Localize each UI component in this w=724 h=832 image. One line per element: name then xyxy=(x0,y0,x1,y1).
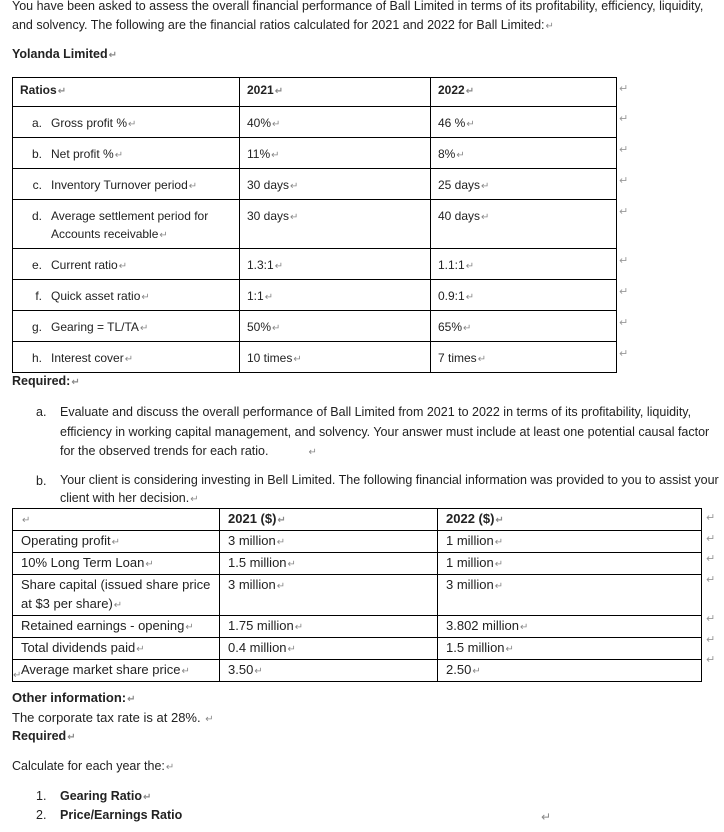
financial-table xyxy=(12,508,702,682)
ratio-label: a. xyxy=(31,116,42,130)
calc-item-text: Price/Earnings Ratio xyxy=(60,808,183,822)
paragraph-mark: ↵ xyxy=(494,559,504,570)
required-item-label: a. xyxy=(36,405,47,419)
tax-rate-text xyxy=(12,710,214,725)
paragraph-mark: ↵ xyxy=(136,644,145,655)
ratio-2021-cell xyxy=(240,107,431,138)
end-mark: ↵ xyxy=(541,810,552,824)
ratio-name: Average settlement period for Accounts receivable xyxy=(51,209,209,241)
financial-2022-value: 3 million xyxy=(446,577,494,592)
row-end-marker: ↵ xyxy=(706,654,716,666)
ratio-2022-cell xyxy=(431,249,617,280)
paragraph-mark: ↵ xyxy=(181,666,190,677)
header-2022 xyxy=(431,78,617,107)
paragraph-mark: ↵ xyxy=(254,666,263,677)
financial-2022-cell xyxy=(438,553,702,575)
header-text: 2022 ($) xyxy=(446,511,495,526)
financial-item: Operating profit xyxy=(21,533,111,548)
ratio-2022-cell xyxy=(431,138,617,169)
paragraph-mark: ↵ xyxy=(108,50,118,61)
ratio-2022-cell xyxy=(431,169,617,200)
ratio-name-cell xyxy=(13,249,240,280)
row-end-marker: ↵ xyxy=(619,206,629,218)
ratio-2022-value: 0.9:1 xyxy=(438,289,465,303)
ratio-2021-value: 50% xyxy=(247,320,272,334)
ratio-name: Gearing = TL/TA xyxy=(51,320,139,334)
financial-header-row xyxy=(13,509,702,531)
ratio-2022-value: 65% xyxy=(438,320,463,334)
paragraph-mark: ↵ xyxy=(465,86,475,97)
paragraph-mark: ↵ xyxy=(472,666,481,677)
calc-item-label: 2. xyxy=(36,808,47,822)
row-end-marker: ↵ xyxy=(619,255,629,267)
ratio-name: Current ratio xyxy=(51,258,118,272)
row-end-marker: ↵ xyxy=(706,512,716,524)
financial-item: Total dividends paid xyxy=(21,640,136,655)
ratio-name-cell xyxy=(13,342,240,373)
table-row xyxy=(13,638,702,660)
paragraph-mark: ↵ xyxy=(71,377,80,388)
financial-item-cell xyxy=(13,531,220,553)
paragraph-mark: ↵ xyxy=(308,447,317,458)
row-end-marker: ↵ xyxy=(706,533,716,545)
calc-item xyxy=(60,808,182,822)
ratio-name-cell xyxy=(13,169,240,200)
ratio-name-cell xyxy=(13,280,240,311)
financial-2022-cell xyxy=(438,616,702,638)
paragraph-mark: ↵ xyxy=(188,181,198,192)
financial-2021-value: 3 million xyxy=(228,577,276,592)
ratio-name: Quick asset ratio xyxy=(51,289,141,303)
table-row xyxy=(13,249,617,280)
paragraph-mark: ↵ xyxy=(274,86,284,97)
paragraph-mark: ↵ xyxy=(22,515,31,526)
paragraph-mark: ↵ xyxy=(290,212,299,223)
financial-item-cell xyxy=(13,553,220,575)
calc-item xyxy=(60,789,151,803)
paragraph-mark: ↵ xyxy=(481,212,490,223)
paragraph-mark: ↵ xyxy=(463,323,472,334)
ratio-2021-value: 1.3:1 xyxy=(247,258,274,272)
calculate-text xyxy=(12,759,174,773)
ratio-name: Net profit % xyxy=(51,147,114,161)
ratio-label: f. xyxy=(35,289,42,303)
ratios-header-row xyxy=(13,78,617,107)
other-info-text: Other information: xyxy=(12,690,127,705)
paragraph-mark: ↵ xyxy=(139,323,149,334)
required-item-label: b. xyxy=(36,474,47,488)
ratio-label: c. xyxy=(32,178,42,192)
row-end-marker: ↵ xyxy=(619,175,629,187)
paragraph-mark: ↵ xyxy=(57,86,67,97)
table-row xyxy=(13,616,702,638)
row-end-marker: ↵ xyxy=(619,348,629,360)
ratios-table xyxy=(12,77,617,373)
financial-2021-value: 3 million xyxy=(228,533,276,548)
paragraph-mark: ↵ xyxy=(287,559,296,570)
paragraph-mark: ↵ xyxy=(142,792,152,803)
paragraph-mark: ↵ xyxy=(456,150,465,161)
row-end-marker: ↵ xyxy=(706,553,716,565)
calc-item-text: Gearing Ratio xyxy=(60,789,142,803)
ratio-2022-value: 8% xyxy=(438,147,456,161)
financial-2022-value: 1 million xyxy=(446,555,494,570)
required-item-b xyxy=(60,472,720,508)
ratio-name: Gross profit % xyxy=(51,116,128,130)
paragraph-mark: ↵ xyxy=(114,150,124,161)
financial-2022-cell xyxy=(438,638,702,660)
ratio-2022-value: 7 times xyxy=(438,351,477,365)
ratio-2022-cell xyxy=(431,342,617,373)
paragraph-mark: ↵ xyxy=(13,670,22,681)
intro-paragraph xyxy=(12,0,724,36)
ratio-label: d. xyxy=(31,209,42,223)
ratio-2022-cell xyxy=(431,280,617,311)
financial-item: Average market share price xyxy=(21,662,181,677)
ratio-name-cell xyxy=(13,138,240,169)
paragraph-mark: ↵ xyxy=(290,181,299,192)
paragraph-mark: ↵ xyxy=(165,762,175,773)
paragraph-mark: ↵ xyxy=(287,644,296,655)
financial-2022-value: 2.50 xyxy=(446,662,472,677)
paragraph-mark: ↵ xyxy=(494,537,504,548)
table-row xyxy=(13,107,617,138)
ratio-2021-value: 10 times xyxy=(247,351,293,365)
paragraph-mark: ↵ xyxy=(67,732,76,743)
financial-2021-value: 3.50 xyxy=(228,662,254,677)
paragraph-mark: ↵ xyxy=(124,354,134,365)
financial-2022-cell xyxy=(438,660,702,682)
table-row xyxy=(13,660,702,682)
financial-2021-value: 0.4 million xyxy=(228,640,287,655)
tax-text: The corporate tax rate is at 28%. xyxy=(12,710,201,725)
intro-text: You have been asked to assess the overall financial performance of Ball Limited in terms of its profitability, efficiency, liquidity, and solvency. The following are the financial ratios calculated for 2021 and 2022 for Ball Limited: xyxy=(12,0,704,32)
row-end-marker: ↵ xyxy=(619,317,629,329)
ratio-2021-value: 40% xyxy=(247,116,272,130)
table-row xyxy=(13,531,702,553)
ratio-name-cell xyxy=(13,311,240,342)
header-2021 xyxy=(220,509,438,531)
financial-2022-value: 3.802 million xyxy=(446,618,519,633)
financial-item: Share capital (issued share price at $3 per share) xyxy=(21,577,211,611)
paragraph-mark: ↵ xyxy=(272,119,281,130)
other-info-heading xyxy=(12,690,136,705)
required-item-a xyxy=(60,403,710,463)
ratio-2021-value: 30 days xyxy=(247,209,290,223)
paragraph-mark: ↵ xyxy=(128,119,137,130)
paragraph-mark: ↵ xyxy=(205,714,214,725)
paragraph-mark: ↵ xyxy=(495,515,504,526)
financial-item-cell xyxy=(13,575,220,616)
paragraph-mark: ↵ xyxy=(494,581,504,592)
financial-2022-cell xyxy=(438,531,702,553)
paragraph-mark: ↵ xyxy=(111,537,120,548)
paragraph-mark: ↵ xyxy=(520,622,529,633)
paragraph-mark: ↵ xyxy=(127,694,136,705)
financial-2021-cell xyxy=(220,531,438,553)
financial-2022-value: 1.5 million xyxy=(446,640,505,655)
paragraph-mark: ↵ xyxy=(145,559,154,570)
financial-2021-cell xyxy=(220,638,438,660)
row-end-marker: ↵ xyxy=(619,286,629,298)
header-text: 2022 xyxy=(438,83,465,97)
paragraph-mark: ↵ xyxy=(465,292,475,303)
header-2021 xyxy=(240,78,431,107)
ratio-2022-cell xyxy=(431,107,617,138)
ratio-label: h. xyxy=(31,351,42,365)
table-row xyxy=(13,138,617,169)
calculate-label: Calculate for each year the: xyxy=(12,759,165,773)
paragraph-mark: ↵ xyxy=(113,600,123,611)
required-item-text: Your client is considering investing in Bell Limited. The following financial information was provided to you to assist your client with her decision. xyxy=(60,473,719,505)
paragraph-mark: ↵ xyxy=(118,261,128,272)
ratio-2021-cell xyxy=(240,280,431,311)
ratio-2021-cell xyxy=(240,200,431,249)
financial-item: Retained earnings - opening xyxy=(21,618,185,633)
table-row xyxy=(13,575,702,616)
paragraph-mark: ↵ xyxy=(466,119,475,130)
ratio-2022-value: 25 days xyxy=(438,178,481,192)
company-label xyxy=(12,47,117,61)
ratio-name-wrap xyxy=(51,207,216,245)
ratio-2022-value: 1.1:1 xyxy=(438,258,465,272)
ratio-2021-cell xyxy=(240,311,431,342)
paragraph-mark: ↵ xyxy=(465,261,475,272)
ratio-2021-value: 1:1 xyxy=(247,289,264,303)
paragraph-mark: ↵ xyxy=(276,581,286,592)
ratio-label: e. xyxy=(31,258,42,272)
paragraph-mark: ↵ xyxy=(293,354,302,365)
table-row xyxy=(13,553,702,575)
ratio-2021-cell xyxy=(240,342,431,373)
paragraph-mark: ↵ xyxy=(185,622,194,633)
table-row xyxy=(13,280,617,311)
ratio-2021-value: 11% xyxy=(247,147,271,161)
financial-item: 10% Long Term Loan xyxy=(21,555,145,570)
ratio-name: Inventory Turnover period xyxy=(51,178,188,192)
financial-2021-value: 1.5 million xyxy=(228,555,287,570)
ratio-name-cell xyxy=(13,200,240,249)
paragraph-mark: ↵ xyxy=(264,292,274,303)
table-row xyxy=(13,200,617,249)
ratio-2021-cell xyxy=(240,249,431,280)
financial-item-cell xyxy=(13,660,220,682)
ratio-2022-cell xyxy=(431,200,617,249)
header-text: 2021 xyxy=(247,83,274,97)
ratio-label: g. xyxy=(31,320,42,334)
ratio-label: b. xyxy=(31,147,42,161)
ratio-2021-cell xyxy=(240,138,431,169)
financial-2021-value: 1.75 million xyxy=(228,618,294,633)
header-text: 2021 ($) xyxy=(228,511,277,526)
paragraph-mark: ↵ xyxy=(159,230,168,241)
calc-item-label: 1. xyxy=(36,789,47,803)
row-end-marker: ↵ xyxy=(619,83,629,95)
paragraph-mark: ↵ xyxy=(190,493,199,505)
row-end-marker: ↵ xyxy=(619,113,629,125)
table-row xyxy=(13,169,617,200)
paragraph-mark: ↵ xyxy=(477,354,487,365)
paragraph-mark: ↵ xyxy=(545,21,554,32)
row-end-marker: ↵ xyxy=(706,574,716,586)
required2-heading xyxy=(12,729,76,743)
financial-2021-cell xyxy=(220,553,438,575)
ratio-2022-cell xyxy=(431,311,617,342)
ratio-2022-value: 40 days xyxy=(438,209,481,223)
paragraph-mark: ↵ xyxy=(481,181,490,192)
paragraph-mark: ↵ xyxy=(505,644,514,655)
financial-item-cell xyxy=(13,616,220,638)
row-end-marker: ↵ xyxy=(706,634,716,646)
financial-2021-cell xyxy=(220,575,438,616)
financial-2021-cell xyxy=(220,660,438,682)
financial-item-cell xyxy=(13,638,220,660)
row-end-marker: ↵ xyxy=(706,613,716,625)
financial-2021-cell xyxy=(220,616,438,638)
financial-2022-cell xyxy=(438,575,702,616)
paragraph-mark: ↵ xyxy=(141,292,150,303)
paragraph-mark: ↵ xyxy=(274,261,284,272)
paragraph-mark: ↵ xyxy=(277,515,286,526)
ratio-2022-value: 46 % xyxy=(438,116,466,130)
paragraph-mark: ↵ xyxy=(276,537,286,548)
header-2022 xyxy=(438,509,702,531)
required-item-text: Evaluate and discuss the overall performance of Ball Limited from 2021 to 2022 in terms of its profitability, liquidity, efficiency in working capital management, and solvency. Your answer must include at least one potential causal factor for the observed trends for each ratio. xyxy=(60,405,710,458)
row-end-marker: ↵ xyxy=(619,144,629,156)
ratio-2021-value: 30 days xyxy=(247,178,290,192)
required2-text: Required xyxy=(12,729,67,743)
required-text: Required: xyxy=(12,374,71,388)
paragraph-mark: ↵ xyxy=(271,150,280,161)
table-row xyxy=(13,342,617,373)
required-heading xyxy=(12,374,80,388)
paragraph-mark: ↵ xyxy=(272,323,281,334)
table-row xyxy=(13,311,617,342)
header-ratios xyxy=(13,78,240,107)
financial-2022-value: 1 million xyxy=(446,533,494,548)
header-blank xyxy=(13,509,220,531)
ratio-name: Interest cover xyxy=(51,351,124,365)
ratio-2021-cell xyxy=(240,169,431,200)
ratio-name-cell xyxy=(13,107,240,138)
company-name: Yolanda Limited xyxy=(12,47,108,61)
header-text: Ratios xyxy=(20,83,57,97)
paragraph-mark: ↵ xyxy=(294,622,304,633)
